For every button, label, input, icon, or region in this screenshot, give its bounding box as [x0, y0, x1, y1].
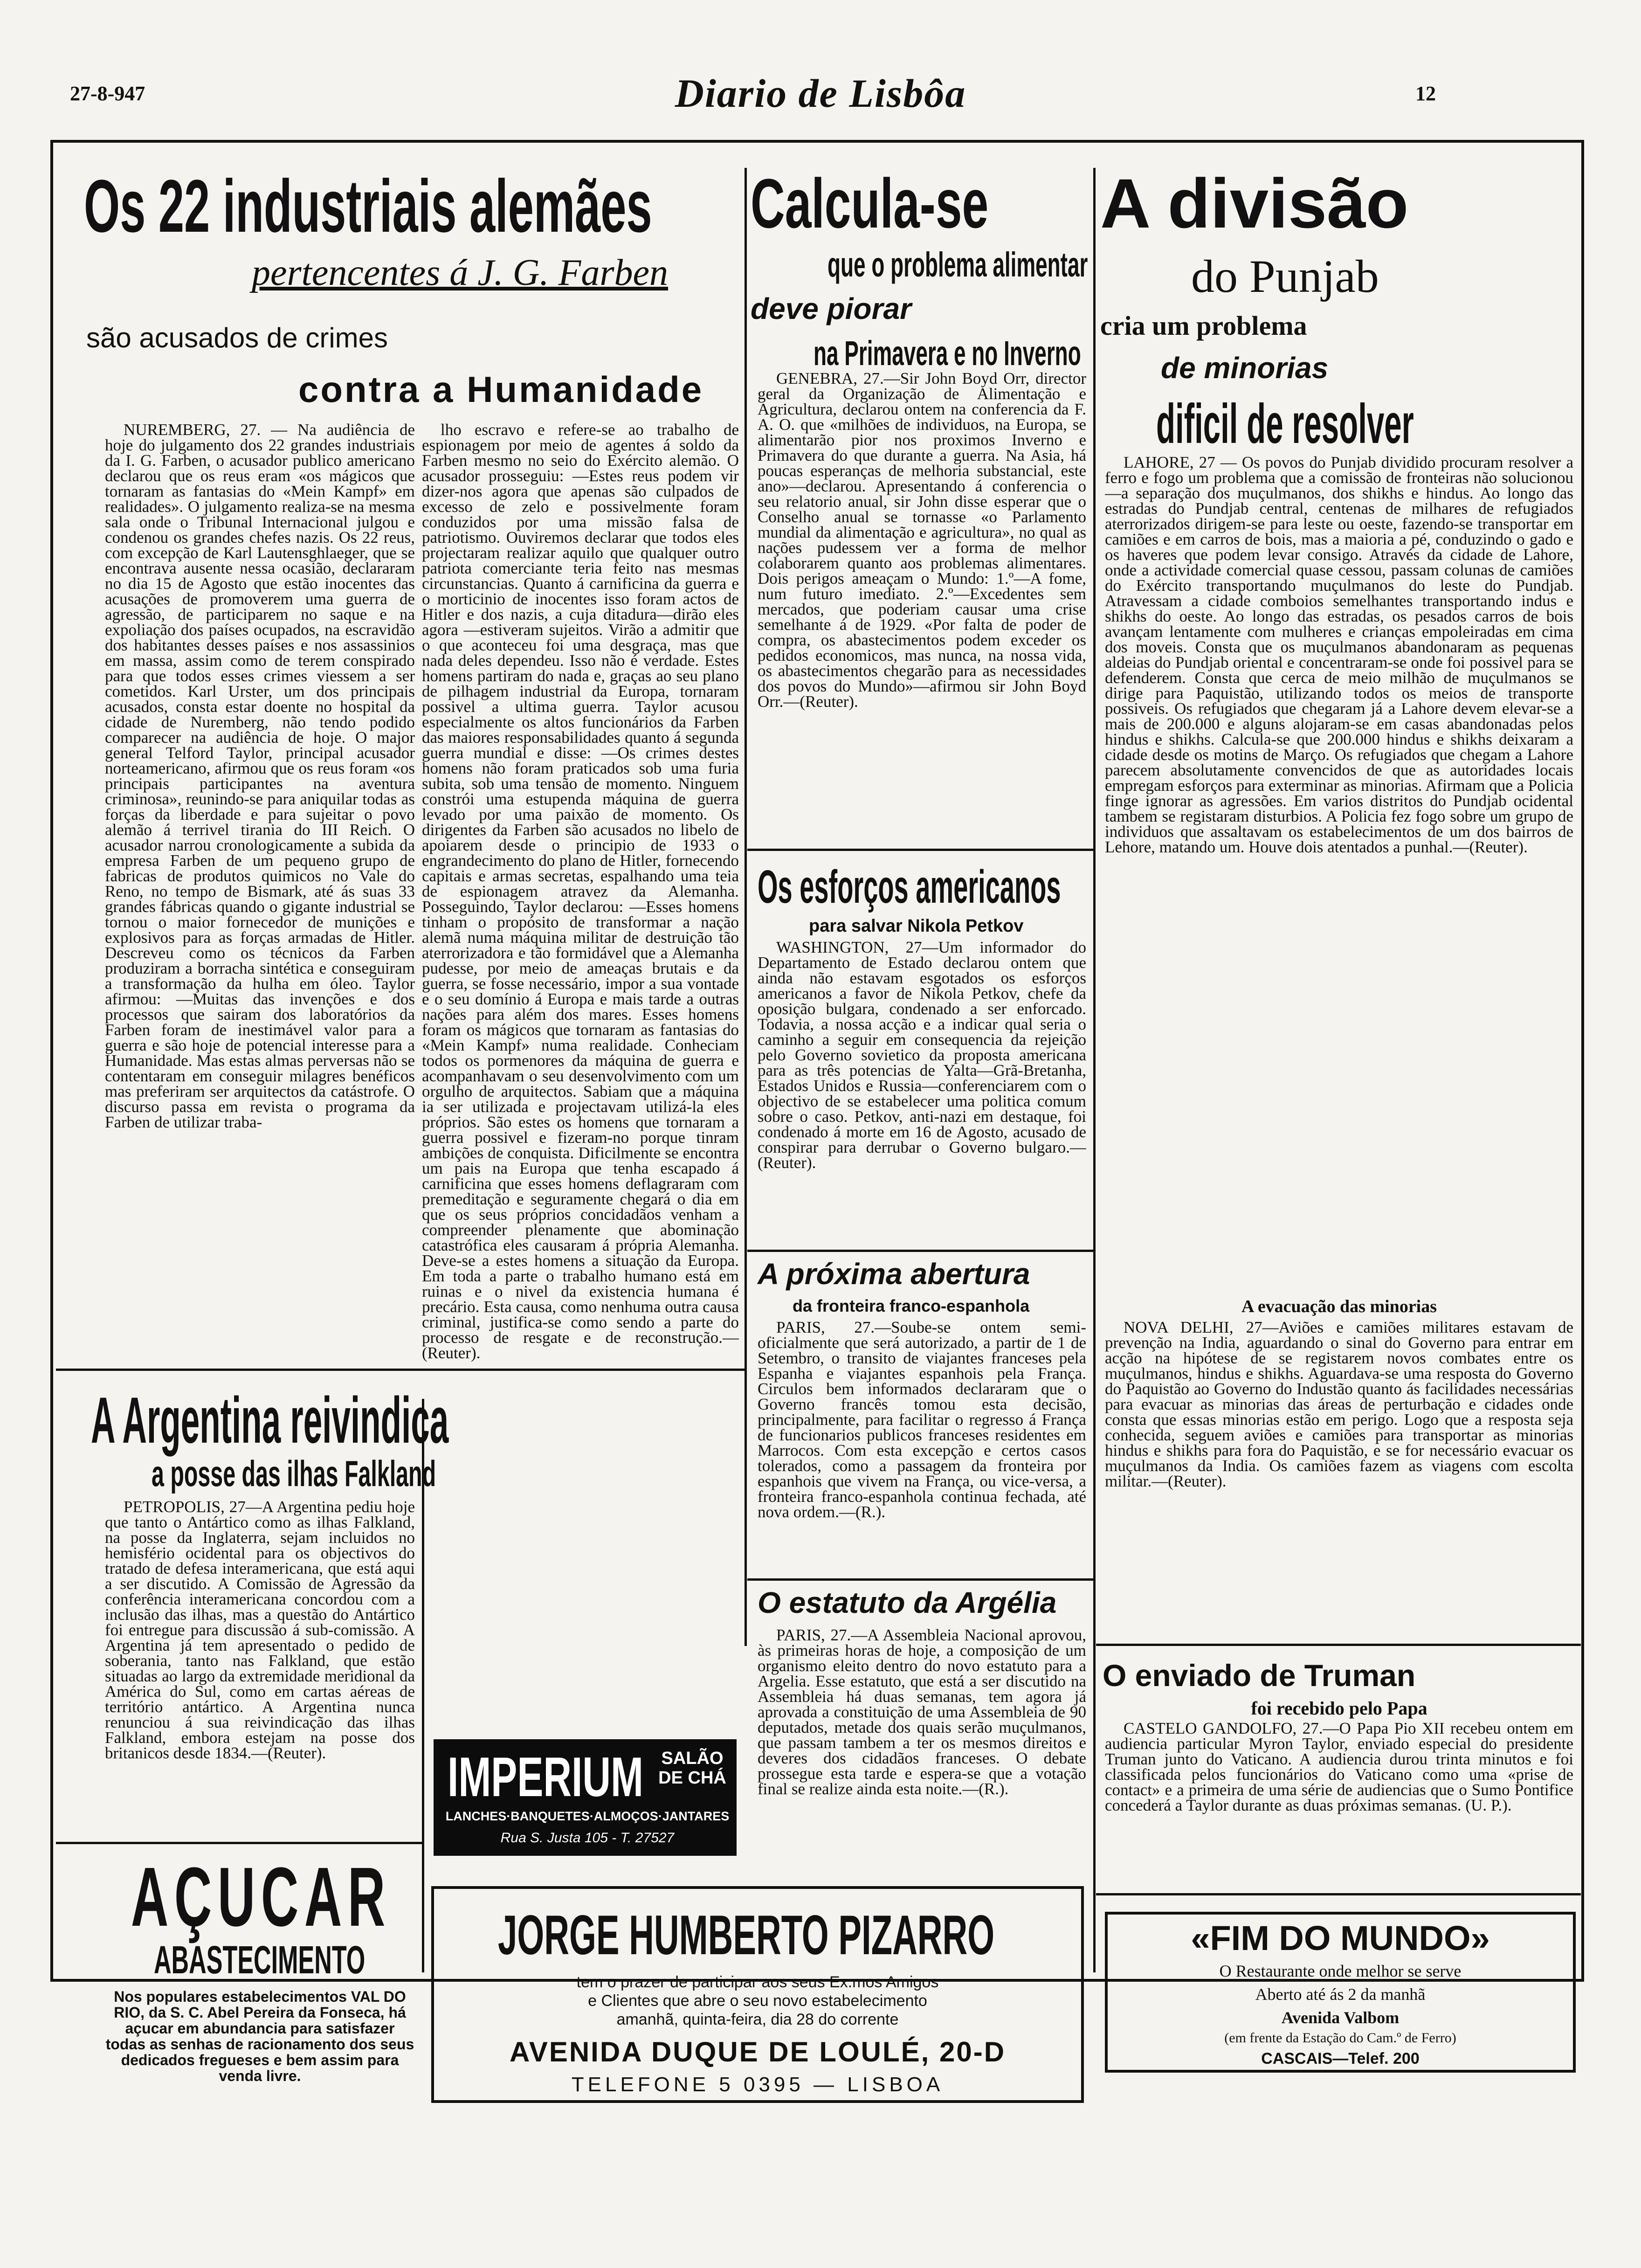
section-rule [56, 1842, 422, 1844]
punjab-deck-2: cria um problema [1100, 311, 1307, 341]
column-rule [745, 168, 747, 1646]
farben-deck-1: pertencentes á J. G. Farben [252, 252, 669, 293]
pizarro-title: JORGE HUMBERTO PIZARRO [498, 1904, 995, 1966]
punjab-deck-4: dificil de resolver [1156, 393, 1414, 455]
punjab-headline: A divisão [1100, 164, 1409, 242]
section-rule [747, 849, 1093, 851]
fronteira-text: PARIS, 27.—Soube-se ontem semi-oficialmente que será autorizado, a partir de 1 de Setembro, o transito de viajantes franceses pela Espanha e viajantes espanhois pela França. Circulos bem informados declararam que o Governo francês tomou esta decisão, principalmente, para facilitar o regresso á França de funcionarios publicos franceses residentes em Marrocos. Com esta excepção e certos casos tolerados, como a passagem da fronteira por espanhois que vivem na França, ou vice-versa, a fronteira franco-espanhola continua fechada, até nova ordem.—(R.). [758, 1320, 1086, 1521]
section-rule [747, 1250, 1093, 1252]
fim-do-mundo-ad [1105, 1912, 1576, 2073]
food-text: GENEBRA, 27.—Sir John Boyd Orr, director geral da Organização de Alimentação e Agricultura, declarou ontem na conferencia da F. A. O. que «milhões de individuos, na Europa, se alimentarão pior nos proximos Inverno e Primavera do que durante a guerra. Na Asia, há poucas esperanças de melhoria substancial, este ano»—declarou. Apresentando á conferencia o seu relatorio anual, sir John disse esperar que o Conselho anual se tornasse «o Parlamento mundial da alimentação e agricultura», no qual as nações pudessem ver a forma de melhor colaborarem quanto aos problemas alimentares. Dois perigos ameaçam o Mundo: 1.º—A fome, num futuro imediato. 2.º—Excedentes sem mercados, que poderiam causar uma crise semelhante á de 1929. «Por falta de poder de compra, os abastecimentos podem exceder os pedidos economicos, mas nunca, na nossa vida, os abastecimentos chegarão para as necessidades dos povos do Mundo»—afirmou sir John Boyd Orr.—(Reuter). [758, 371, 1086, 711]
imperium-line-1: LANCHES·BANQUETES·ALMOÇOS·JANTARES [445, 1809, 730, 1823]
imperium-badge: SALÃO DE CHÁ [658, 1749, 726, 1788]
food-body [758, 371, 1086, 842]
farben-text: lho escravo e refere-se ao trabalho de espionagem por meio de agentes á soldo da Farben mesmo no seio do Exército alemão. O acusador prosseguiu: —Estes reus podem vir dizer-nos agora que apenas são culpados de excesso de zelo e possivelmente foram conduzidos por uma missão falsa de patriotismo. Ouviremos declarar que todos eles projectaram realizar aquilo que qualquer outro patriota comerciante teria feito nas mesmas circunstancias. Quanto á carnificina da guerra e o morticinio de inocentes isso foram actos de Hitler e dos nazis, a cuja ditadura—dirão eles agora —estiveram sujeitos. Virão a admitir que o que aconteceu foi uma desgraça, mas que nada deles dependeu. Isso não é verdade. Estes homens partiram do nada e, graças ao seu plano de pilhagem industrial da Europa, tornaram possivel a ultima guerra. Taylor acusou especialmente os altos funcionários da Farben das maiores responsabilidades quanto á segunda guerra mundial e disse: —Os crimes destes homens não foram praticados sob uma furia subita, sob uma tensão de momento. Ninguem constrói uma estupenda máquina de guerra levado por uma paixão de momento. Os dirigentes da Farben são acusados no libelo de apoiarem desde o principio de 1933 o engrandecimento do plano de Hitler, fornecendo capitais e armas secretas, espalhando uma teia de espionagem atravez da Alemanha. Posseguindo, Taylor declarou: —Esses homens tinham o propósito de transformar a nação alemã numa máquina militar de destruição tão aterrorizadora e tão formidável que a Alemanha pudesse, por meio de ameaças brutais e da guerra, se fosse necessário, impor a sua vontade e o seu domínio á Europa e mais tarde a outras nações para além dos mares. Esses homens foram os mágicos que tornaram as fantasias do «Mein Kampf» numa realidade. Conheciam todos os pormenores da máquina de guerra e acompanhavam o seu desenvolvimento com um orgulho de arquitectos. Sabiam que a máquina ia ser utilizada e projectavam utilizá-la eles próprios. São estes os homens que tornaram a guerra possivel e fizeram-no porque tinram ambições de conquista. Dificilmente se encontra um pais na Europa que tenha escapado á carnificina que esses homens deflagraram com premeditação e seguramente chegará o dia em que os seus próprios concidadãos venham a compreender plenamente que abominação catastrófica eles causaram á própria Alemanha. Deve-se a estes homens a situação da Europa. Em toda a parte o trabalho humano está em ruinas e o nivel da existencia humana é precário. Esta causa, como nenhuma outra causa criminal, justifica-se como sendo a parte do processo de resgate e de reconstrução.—(Reuter). [422, 422, 739, 1362]
fim-line-1: O Restaurante onde melhor se serve [1219, 1962, 1462, 1980]
truman-text: CASTELO GANDOLFO, 27.—O Papa Pio XII recebeu ontem em audiencia particular Myron Taylor, enviado especial do presidente Truman junto do Vaticano. A audiencia durou trinta minutos e foi classificada pelos funcionários do Vaticano como uma «prise de contact» e a primeira de uma série de audiencias que o Sumo Pontifice concederá a Taylor durante as duas próximas semanas. (U. P.). [1105, 1721, 1573, 1814]
food-headline: Calcula-se [751, 164, 989, 242]
argelia-text: PARIS, 27.—A Assembleia Nacional aprovou, às primeiras horas de hoje, a composição de um organismo eleito dentro do novo estatuto para a Argelia. Esse estatuto, que está a ser discutido na Assembleia há duas semanas, tem agora já aprovada a constituição de uma Assembleia de 90 deputados, metade dos quais serão muçulmanos, que passam tambem a ter os mesmos direitos e deveres dos cidadãos franceses. O debate prossegue esta tarde e espera-se que a votação final se realize ainda esta noite.—(R.). [758, 1627, 1086, 1798]
pizarro-line-3: amanhã, quinta-feira, dia 28 do corrente [616, 2011, 899, 2028]
acucar-title: AÇUCAR [131, 1850, 391, 1944]
petkov-text: WASHINGTON, 27—Um informador do Departamento de Estado declarou ontem que ainda não estavam esgotados os esforços americanos a favor de Nikola Petkov, chefe da oposição bulgara, condenado a ser enforcado. Todavia, a nossa acção e a indicar qual seria o caminho a seguir em consequencia da rejeição pelo Governo sovietico da proposta americana para as três potencias de Yalta—Grã-Bretanha, Estados Unidos e Russia—conferenciarem com o objectivo de se estabelecer uma politica comum sobre o caso. Petkov, anti-nazi em destaque, foi condenado á morte em 16 de Agosto, acusado de conspirar para derrubar o Governo bulgaro.—(Reuter). [758, 940, 1086, 1172]
punjab-text-2: NOVA DELHI, 27—Aviões e camiões militares estavam de prevenção na India, aguardando o sinal do Governo para entrar em acção na hipótese de se registarem novos combates entre os muçulmanos, hindus e shikhs. Aguardava-se uma resposta do Governo do Paquistão ao Governo do Industão quanto ás facilidades necessárias para evacuar as minorias das áreas de perturbação e cidades onde consta que essas minorias estão em perigo. Logo que a resposta seja conhecida, seguem aviões e camiões para transportar as minorias hindus e shikhs para fora do Paquistão, e se for necessário evacuar os muçulmanos da India. Os camiões fazem as viagens com escolta militar.—(Reuter). [1105, 1320, 1573, 1490]
petkov-subhead: para salvar Nikola Petkov [809, 916, 1024, 936]
fronteira-body [758, 1320, 1086, 1574]
argentina-text: PETROPOLIS, 27—A Argentina pediu hoje que tanto o Antártico como as ilhas Falkland, na posse da Inglaterra, sejam incluidos no hemisfério ocidental para os objectivos do tratado de defesa interamericana, que está aqui a ser discutido. A Comissão de Agressão da conferência interamericana concordou com a inclusão das ilhas, mas a questão do Antártico foi entregue para discussão á sub-comissão. A Argentina já tem apresentado o pedido de soberania, tanto nas Falkland, que estão situadas ao largo da extremidade meridional da América do Sul, como em cartas aéreas de território antártico. A Argentina nunca renunciou á sua reivindicação das ilhas Falkland, embora estejam na posse dos britanicos desde 1834.—(Reuter). [105, 1499, 415, 1762]
fim-line-2: Aberto até ás 2 da manhã [1255, 1985, 1426, 2004]
food-deck-1: que o problema alimentar [827, 245, 1088, 284]
punjab-deck-1: do Punjab [1191, 250, 1379, 302]
food-deck-2: deve piorar [751, 292, 912, 325]
section-rule [1096, 1644, 1581, 1646]
farben-headline: Os 22 industriais alemães [84, 164, 652, 248]
pizarro-line-1: tem o prazer de participar aos seus Ex.mos Amigos [576, 1973, 939, 1991]
truman-subhead: foi recebido pelo Papa [1251, 1698, 1427, 1719]
fronteira-headline: A próxima abertura [758, 1257, 1030, 1291]
farben-text: NUREMBERG, 27. — Na audiência de hoje do julgamento dos 22 grandes industriais da I. G. Farben, o acusador publico americano declarou que os reus eram «os mágicos que tornaram as fantasias do «Mein Kampf» em realidades». O julgamento realiza-se na mesma sala onde o Tribunal Internacional julgou e condenou os grandes chefes nazis. Os 22 reus, com excepção de Karl Lautensghlaeger, que se encontrava ausente nessa ocasião, declararam no dia 15 de Agosto que estão inocentes das acusações de promoverem uma guerra de agressão, de participarem no saque e na expoliação dos países ocupados, na escravidão dos habitantes desses países e nos assassinios em massa, assim como de terem conspirado para que todos esses crimes viessem a ser cometidos. Karl Urster, um dos principais acusados, consta estar doente no hospital da cidade de Nuremberg, não tendo podido comparecer na audiência de hoje. O major general Telford Taylor, principal acusador norteamericano, afirmou que os reus foram «os principais participantes na aventura criminosa», reunindo-se para aniquilar todas as forças da liberdade e para sujeitar o povo alemão á terrivel tirania do III Reich. O acusador narrou cronologicamente a subida da empresa Farben de um pequeno grupo de fabricas de produtos quimicos no Vale do Reno, no tempo de Bismark, até ás suas 33 grandes fábricas quando o gigante industrial se tornou o maior fornecedor de munições e explosivos para as forças armadas de Hitler. Descreveu como os técnicos da Farben produziram a borracha sintética e conseguiram a transformação da hulha em óleo. Taylor afirmou: —Muitas das invenções e dos processos que sairam dos laboratórios da Farben foram de inestimável valor para a guerra e são hoje de potencial interesse para a Humanidade. Mas estas almas perversas não se contentaram em conseguir milagres benéficos mas preferiram ser arquitectos da catástrofe. O discurso passa em revista o programa da Farben de utilizar traba- [105, 422, 415, 1131]
section-rule [747, 1578, 1093, 1581]
pizarro-ad [431, 1886, 1084, 2103]
imperium-ad [434, 1739, 737, 1856]
imperium-line-2: Rua S. Justa 105 - T. 27527 [500, 1830, 675, 1846]
farben-body-col2 [422, 422, 739, 1830]
punjab-subhead-2: A evacuação das minorias [1241, 1297, 1437, 1316]
fim-line-4: (em frente da Estação do Cam.º de Ferro) [1224, 2030, 1456, 2046]
farben-deck-2: são acusados de crimes [86, 322, 388, 353]
fim-line-5: CASCAIS—Telef. 200 [1261, 2050, 1420, 2067]
pizarro-address: AVENIDA DUQUE DE LOULÉ, 20-D [509, 2036, 1006, 2067]
petkov-headline: Os esforços americanos [758, 861, 1061, 913]
fim-title: «FIM DO MUNDO» [1191, 1919, 1490, 1957]
fim-line-3: Avenida Valbom [1281, 2008, 1400, 2027]
punjab-deck-3: de minorias [1161, 351, 1329, 385]
page-number: 12 [1415, 82, 1436, 105]
acucar-body: Nos populares estabelecimentos VAL DO RIO, da S. C. Abel Pereira da Fonseca, há açucar em abundancia para satisfazer todas as senhas de racionamento dos seus dedicados fregueses e bem assim para venda livre. [105, 1988, 414, 2084]
newspaper-title: Diario de Lisbôa [675, 71, 966, 116]
punjab-body [1105, 455, 1573, 1285]
pizarro-line-2: e Clientes que abre o seu novo estabelecimento [588, 1992, 927, 2010]
farben-body-col1 [105, 422, 415, 1364]
truman-body [1105, 1721, 1573, 1886]
argelia-headline: O estatuto da Argélia [758, 1586, 1057, 1619]
truman-headline: O enviado de Truman [1103, 1658, 1416, 1693]
section-rule [1096, 1893, 1581, 1895]
argentina-body [105, 1499, 415, 1835]
acucar-subtitle: ABASTECIMENTO [153, 1938, 365, 1982]
argentina-subhead: a posse das ilhas Falkland [152, 1453, 436, 1494]
farben-deck-3: contra a Humanidade [298, 369, 704, 410]
punjab-body-2 [1105, 1320, 1573, 1637]
column-rule [1093, 168, 1096, 1972]
argentina-headline: A Argentina reivindica [91, 1383, 449, 1457]
issue-date: 27-8-947 [70, 82, 145, 105]
pizarro-phone: TELEFONE 5 0395 — LISBOA [571, 2073, 944, 2096]
fronteira-subhead: da fronteira franco-espanhola [793, 1296, 1030, 1315]
imperium-title: IMPERIUM [448, 1746, 643, 1808]
punjab-text: LAHORE, 27 — Os povos do Punjab dividido procuram resolver a ferro e fogo um problema que a comissão de fronteiras não solucionou—a separação dos muçulmanos, dos shikhs e hindus. Ao longo das estradas do Pundjab central, centenas de milhares de refugiados aterrorizados dirigem-se para leste ou oeste, fazendo-se transportar em camiões e em carros de bois, mas a maioria a pé, conduzindo o gado e os haveres que podem levar consigo. Através da cidade de Lahore, onde a actividade comercial quase cessou, passam colunas de camiões do Exército transportando muçulmanos do leste do Pundjab. Atravessam a cidade comboios semelhantes transportando indus e shikhs do oeste. Ao longo das estradas, os pesados carros de bois avançam lentamente com mulheres e crianças empoleiradas em cima dos moveis. Consta que os muçulmanos abandonaram as pequenas aldeias do Pundjab oriental e concentraram-se onde foi possivel para se defenderem. Consta que cerca de meio milhão de muçulmanos se dirige para Paquistão, utilizando todos os meios de transporte possiveis. Os refugiados que chegaram já a Lahore devem elevar-se a mais de 200.000 e alguns alojaram-se em casas abandonadas pelos hindus e shikhs. Calcula-se que 200.000 hindus e shikhs deixaram a cidade desde os motins de Março. Os refugiados que chegam a Lahore parecem absolutamente convencidos de que as autoridades locais empregam esforços para exterminar as minorias. Afirmam que a Policia finge ignorar as agressões. Em varios distritos do Pundjab ocidental tambem se registaram disturbios. A Policia fez fogo sobre um grupo de individuos que assaltavam os estabelecimentos de um dos bairros de Lehore, matando um. Houve dois atentados a punhal.—(Reuter). [1105, 455, 1573, 856]
petkov-body [758, 940, 1086, 1245]
food-deck-3: na Primavera e no Inverno [814, 334, 1081, 373]
argelia-body [758, 1627, 1086, 1849]
